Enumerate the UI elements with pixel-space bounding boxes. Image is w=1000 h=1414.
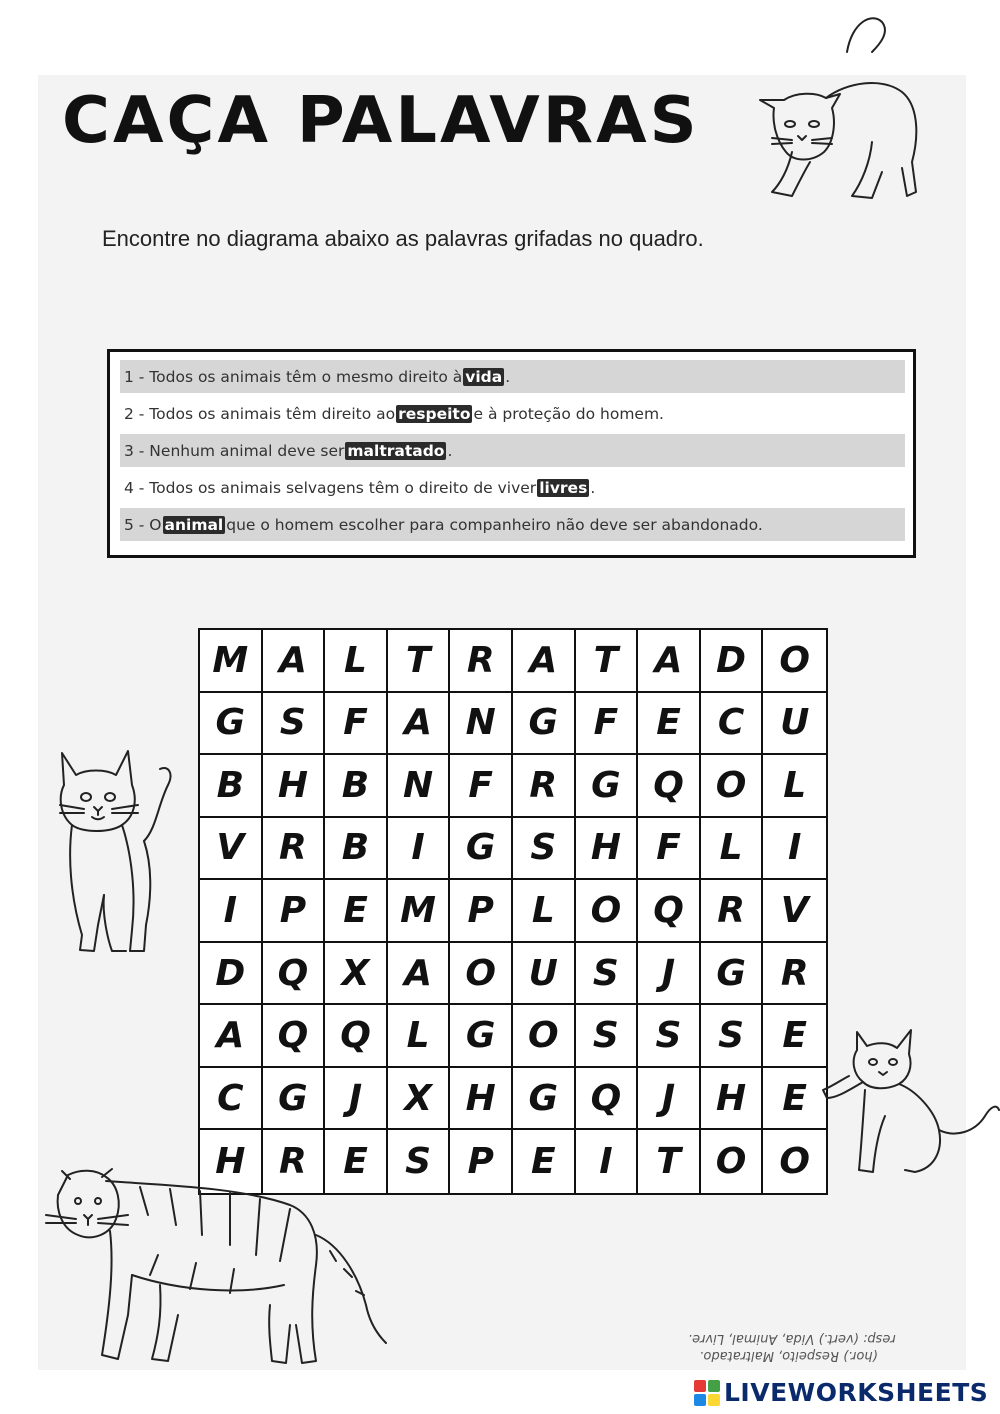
grid-cell[interactable]: O — [779, 1141, 810, 1183]
grid-cell[interactable]: O — [701, 1130, 764, 1193]
logo-tile — [694, 1394, 706, 1406]
grid-cell[interactable]: A — [263, 630, 326, 693]
grid-cell[interactable]: C — [701, 693, 764, 756]
brand-name: LIVEWORKSHEETS — [724, 1378, 989, 1407]
grid-cell[interactable]: N — [388, 755, 451, 818]
grid-cell[interactable]: J — [638, 943, 701, 1006]
statement-text: 2 - Todos os animais têm direito ao — [124, 404, 396, 423]
liveworksheets-branding — [694, 1378, 988, 1407]
grid-cell[interactable]: R — [450, 630, 513, 693]
grid-cell[interactable]: S — [513, 818, 576, 881]
grid-cell[interactable]: G — [450, 818, 513, 881]
word-search-grid — [198, 628, 828, 1195]
grid-cell[interactable]: H — [701, 1068, 764, 1131]
statement-text: . — [447, 441, 453, 460]
grid-cell[interactable]: U — [763, 693, 826, 756]
grid-cell[interactable]: U — [513, 943, 576, 1006]
grid-cell[interactable]: D — [701, 630, 764, 693]
grid-cell[interactable]: G — [200, 693, 263, 756]
statement-text: . — [590, 478, 596, 497]
grid-cell[interactable]: C — [200, 1068, 263, 1131]
grid-cell[interactable]: L — [763, 755, 826, 818]
page-title: CAÇA PALAVRAS — [62, 84, 700, 158]
grid-cell[interactable]: S — [576, 943, 639, 1006]
grid-cell[interactable]: L — [388, 1005, 451, 1068]
grid-cell[interactable]: E — [638, 693, 701, 756]
grid-cell[interactable]: R — [513, 755, 576, 818]
grid-cell[interactable]: O — [701, 755, 764, 818]
grid-cell[interactable]: J — [325, 1068, 388, 1131]
grid-cell[interactable]: N — [450, 693, 513, 756]
grid-cell[interactable]: B — [325, 755, 388, 818]
highlighted-word: maltratado — [347, 441, 445, 460]
statement-text: 1 - Todos os animais têm o mesmo direito à — [124, 367, 463, 386]
grid-cell[interactable]: S — [388, 1130, 451, 1193]
grid-cell[interactable]: S — [638, 1005, 701, 1068]
logo-tile — [694, 1380, 706, 1392]
grid-cell[interactable]: O — [450, 943, 513, 1006]
grid-cell[interactable]: T — [576, 630, 639, 693]
grid-cell[interactable]: S — [576, 1005, 639, 1068]
grid-cell[interactable]: A — [513, 630, 576, 693]
answer-key — [688, 1330, 896, 1364]
highlighted-word: vida — [465, 367, 503, 386]
statements-box — [107, 349, 916, 558]
highlighted-word: animal — [164, 515, 224, 534]
grid-cell[interactable]: O — [513, 1005, 576, 1068]
grid-cell[interactable]: G — [263, 1068, 326, 1131]
grid-cell[interactable]: E — [763, 1005, 826, 1068]
grid-cell[interactable]: P — [263, 880, 326, 943]
grid-cell[interactable]: B — [325, 818, 388, 881]
grid-cell[interactable]: R — [763, 943, 826, 1006]
tiger-illustration — [40, 1165, 390, 1370]
grid-cell[interactable]: M — [388, 880, 451, 943]
grid-cell[interactable]: X — [325, 943, 388, 1006]
highlighted-word: respeito — [398, 404, 471, 423]
statement-2 — [120, 397, 905, 430]
grid-cell[interactable]: F — [638, 818, 701, 881]
grid-cell[interactable]: I — [388, 818, 451, 881]
grid-cell[interactable]: A — [200, 1005, 263, 1068]
grid-cell[interactable]: R — [701, 880, 764, 943]
grid-cell[interactable]: I — [763, 818, 826, 881]
statement-text: e à proteção do homem. — [473, 404, 664, 423]
grid-cell[interactable]: A — [388, 943, 451, 1006]
logo-tile — [708, 1380, 720, 1392]
logo-tile — [708, 1394, 720, 1406]
statement-text: 5 - O — [124, 515, 162, 534]
grid-cell[interactable]: G — [701, 943, 764, 1006]
grid-cell[interactable]: E — [325, 1130, 388, 1193]
statement-1 — [120, 360, 905, 393]
grid-cell[interactable]: I — [200, 880, 263, 943]
grid-cell[interactable]: A — [388, 693, 451, 756]
grid-cell[interactable]: V — [200, 818, 263, 881]
grid-cell[interactable]: E — [325, 880, 388, 943]
grid-cell[interactable]: Q — [638, 880, 701, 943]
grid-cell[interactable]: G — [513, 693, 576, 756]
liveworksheets-logo-icon — [694, 1380, 720, 1406]
instructions-text: Encontre no diagrama abaixo as palavras grifadas no quadro. — [102, 226, 704, 251]
highlighted-word: livres — [539, 478, 588, 497]
statement-3 — [120, 434, 905, 467]
grid-cell[interactable]: B — [200, 755, 263, 818]
grid-cell[interactable]: F — [325, 693, 388, 756]
grid-cell[interactable]: L — [701, 818, 764, 881]
grid-cell[interactable]: E — [763, 1068, 826, 1131]
grid-cell[interactable]: G — [576, 755, 639, 818]
grid-cell[interactable]: E — [513, 1130, 576, 1193]
grid-cell[interactable]: Q — [325, 1005, 388, 1068]
grid-cell[interactable]: O — [763, 630, 826, 693]
grid-cell[interactable]: G — [450, 1005, 513, 1068]
grid-cell[interactable]: O — [576, 880, 639, 943]
grid-cell[interactable]: F — [576, 693, 639, 756]
cat-illustration-top-right — [752, 12, 927, 212]
grid-cell[interactable]: Q — [263, 943, 326, 1006]
grid-cell[interactable]: H — [450, 1068, 513, 1131]
statement-text: 4 - Todos os animais selvagens têm o direito de viver — [124, 478, 537, 497]
grid-cell[interactable]: P — [450, 1130, 513, 1193]
grid-cell[interactable]: L — [513, 880, 576, 943]
statement-text: 3 - Nenhum animal deve ser — [124, 441, 345, 460]
statement-text: que o homem escolher para companheiro não deve ser abandonado. — [226, 515, 763, 534]
grid-cell[interactable]: Q — [638, 755, 701, 818]
grid-cell[interactable]: R — [263, 1130, 326, 1193]
grid-cell[interactable]: H — [263, 755, 326, 818]
grid-cell[interactable]: G — [513, 1068, 576, 1131]
grid-cell[interactable]: M — [200, 630, 263, 693]
grid-cell[interactable]: J — [638, 1068, 701, 1131]
grid-cell[interactable]: P — [450, 880, 513, 943]
cat-illustration-right — [815, 1020, 1000, 1190]
grid-cell[interactable]: R — [263, 818, 326, 881]
statement-5 — [120, 508, 905, 541]
grid-cell[interactable]: T — [388, 630, 451, 693]
grid-cell[interactable]: H — [576, 818, 639, 881]
grid-cell[interactable]: X — [388, 1068, 451, 1131]
grid-cell[interactable]: V — [763, 880, 826, 943]
grid-cell[interactable]: H — [200, 1130, 263, 1193]
grid-cell[interactable]: S — [701, 1005, 764, 1068]
grid-cell[interactable]: D — [200, 943, 263, 1006]
grid-cell[interactable]: L — [325, 630, 388, 693]
statement-4 — [120, 471, 905, 504]
statement-text: . — [505, 367, 511, 386]
answer-key-line-1: resp: (vert.) Vida, Animal, Livre. — [688, 1331, 896, 1346]
grid-cell[interactable]: I — [576, 1130, 639, 1193]
grid-cell[interactable]: A — [638, 630, 701, 693]
grid-cell[interactable]: F — [450, 755, 513, 818]
grid-cell[interactable]: Q — [576, 1068, 639, 1131]
grid-cell[interactable]: S — [263, 693, 326, 756]
grid-cell[interactable]: T — [638, 1130, 701, 1193]
grid-cell[interactable]: Q — [263, 1005, 326, 1068]
answer-key-line-2: (hor.) Respeito, Maltratado. — [699, 1348, 878, 1363]
cat-illustration-left — [52, 745, 182, 965]
